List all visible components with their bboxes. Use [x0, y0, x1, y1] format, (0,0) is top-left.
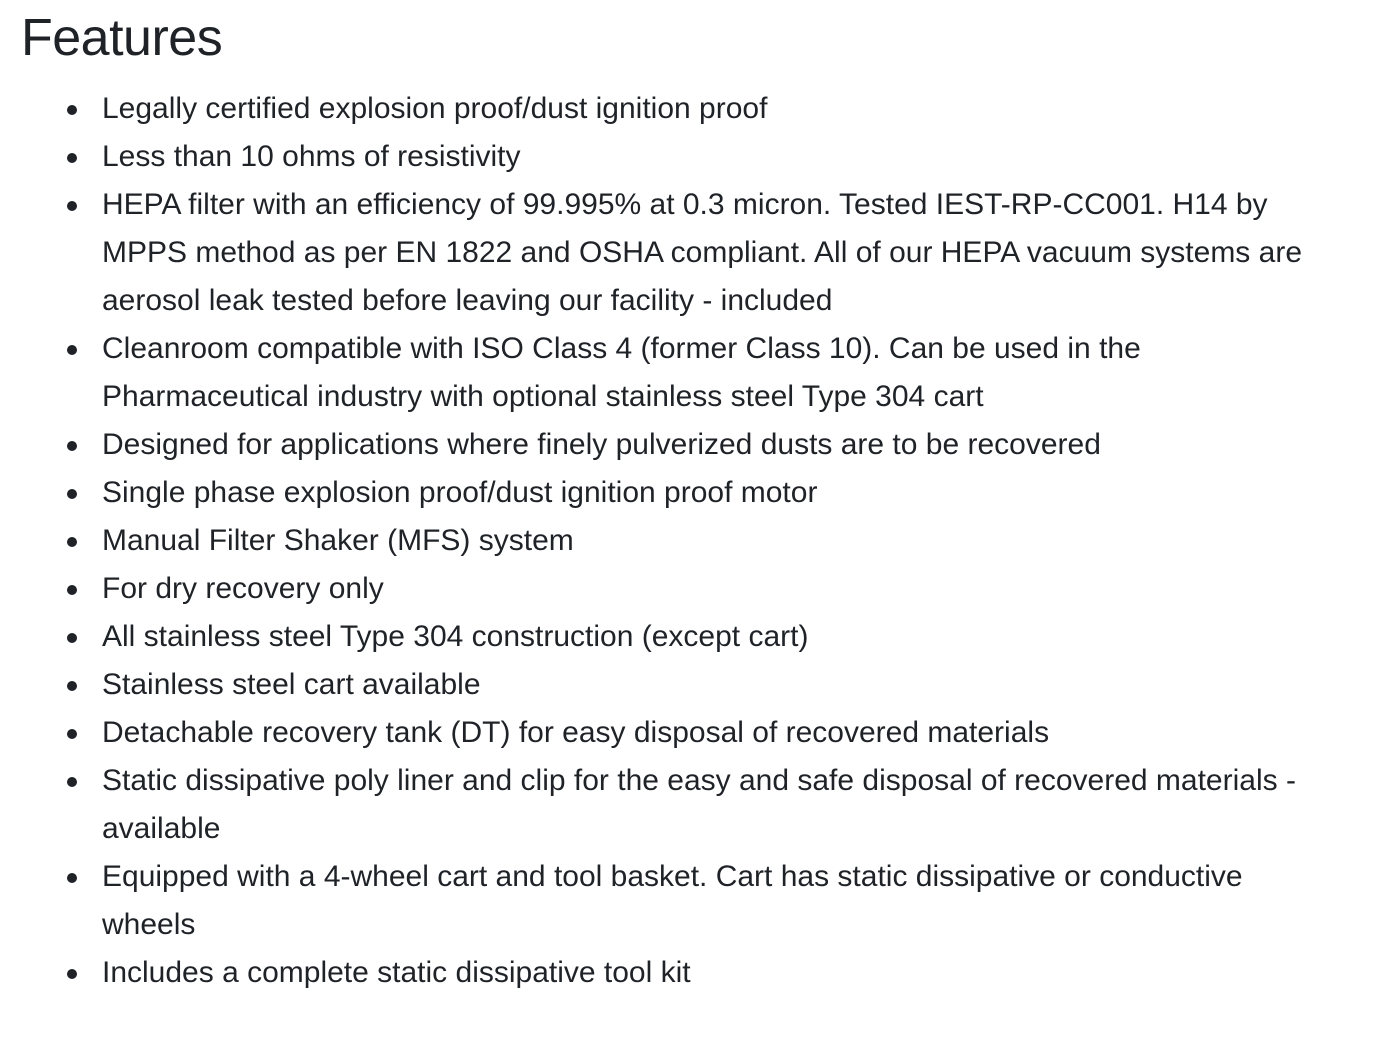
list-item: [0, 613, 1374, 661]
list-item: [0, 709, 1374, 757]
list-item: [0, 469, 1374, 517]
list-item: [0, 565, 1374, 613]
bullet-icon: [67, 777, 77, 787]
list-item: [0, 421, 1374, 469]
bullet-icon: [67, 681, 77, 691]
list-item: [0, 661, 1374, 709]
list-item-text: Single phase explosion proof/dust ignition proof motor: [102, 476, 818, 509]
bullet-icon: [67, 537, 77, 547]
list-item-text: Detachable recovery tank (DT) for easy disposal of recovered materials: [102, 716, 1050, 749]
list-item: [0, 85, 1374, 133]
bullet-icon: [67, 105, 77, 115]
bullet-icon: [67, 153, 77, 163]
list-item-text: HEPA filter with an efficiency of 99.995% at 0.3 micron. Tested IEST-RP-CC001. H14 by MPPS method as per EN 1822 and OSHA compliant. All of our HEPA vacuum systems are aerosol leak tested before leaving our facility - included: [102, 188, 1302, 317]
list-item-text: Equipped with a 4-wheel cart and tool basket. Cart has static dissipative or conductive wheels: [102, 860, 1243, 941]
bullet-icon: [67, 345, 77, 355]
list-item-text: Designed for applications where finely pulverized dusts are to be recovered: [102, 428, 1101, 461]
list-item-text: Stainless steel cart available: [102, 668, 481, 701]
bullet-icon: [67, 441, 77, 451]
bullet-icon: [67, 969, 77, 979]
list-item: [0, 757, 1374, 853]
list-item-text: Static dissipative poly liner and clip for the easy and safe disposal of recovered materials - available: [102, 764, 1296, 845]
list-item: [0, 517, 1374, 565]
list-item-text: For dry recovery only: [102, 572, 384, 605]
list-item-text: Manual Filter Shaker (MFS) system: [102, 524, 574, 557]
features-list: [0, 85, 1374, 997]
bullet-icon: [67, 585, 77, 595]
list-item: [0, 133, 1374, 181]
bullet-icon: [67, 873, 77, 883]
list-item-text: Less than 10 ohms of resistivity: [102, 140, 521, 173]
list-item-text: Includes a complete static dissipative tool kit: [102, 956, 691, 989]
bullet-icon: [67, 729, 77, 739]
list-item-text: All stainless steel Type 304 construction (except cart): [102, 620, 809, 653]
bullet-icon: [67, 489, 77, 499]
bullet-icon: [67, 201, 77, 211]
bullet-icon: [67, 633, 77, 643]
list-item: [0, 853, 1374, 949]
list-item: [0, 949, 1374, 997]
list-item-text: Legally certified explosion proof/dust ignition proof: [102, 92, 768, 125]
list-item: [0, 325, 1374, 421]
list-item: [0, 181, 1374, 325]
page-title: Features: [21, 9, 223, 67]
list-item-text: Cleanroom compatible with ISO Class 4 (former Class 10). Can be used in the Pharmaceutical industry with optional stainless steel Type 304 cart: [102, 332, 1141, 413]
